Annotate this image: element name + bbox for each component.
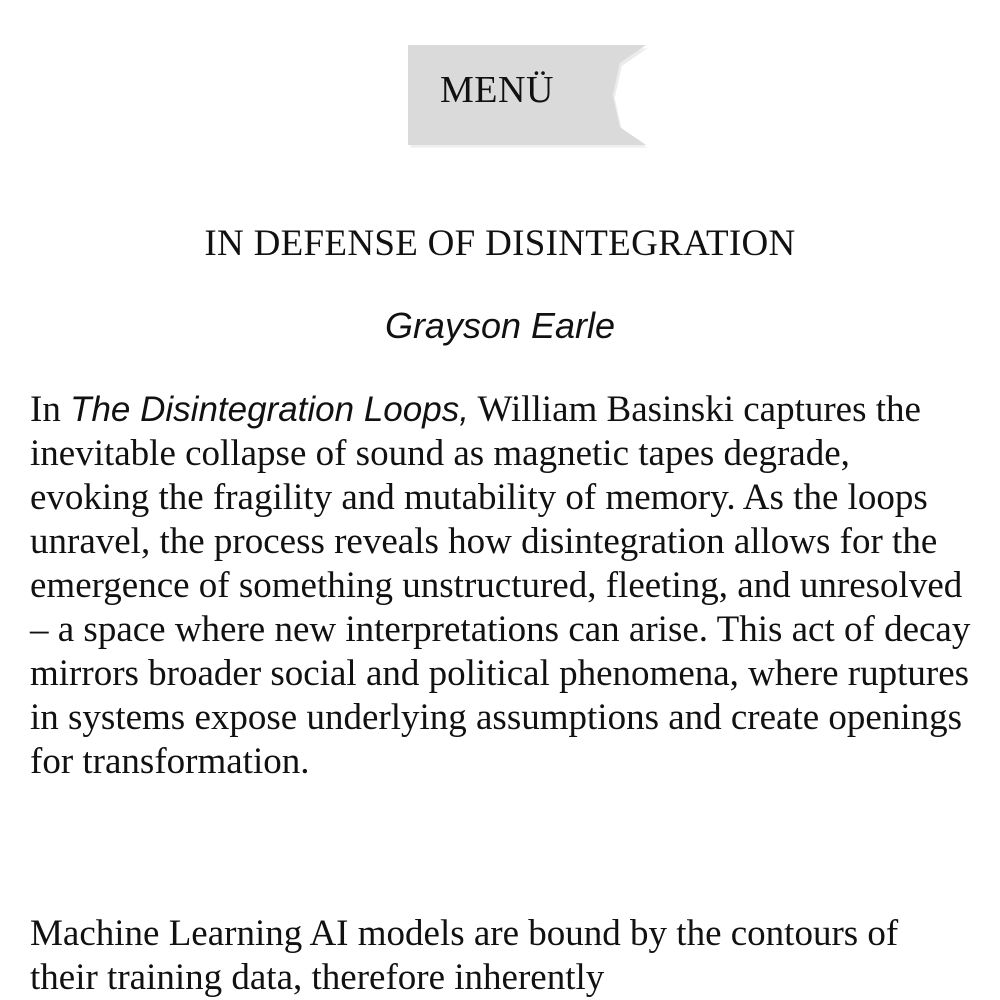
paragraph-body: William Basinski captures the inevitable collapse of sound as magnetic tapes degrade, evoking the fragility and mutability of memory. As the loops unravel, the process reveals how disintegration allows for the emergence of something unstructured, fleeting, and unresolved – a space where new interpretations can arise. This act of decay mirrors broader social and political phenomena, where ruptures in systems expose underlying assumptions and create openings for transformation. bbox=[30, 389, 971, 782]
menu-label: MENÜ bbox=[440, 69, 554, 111]
article-paragraph-2: Machine Learning AI models are bound by the contours of their training data, therefore inherently bbox=[30, 913, 899, 998]
article-author: Grayson Earle bbox=[384, 305, 616, 346]
work-title: The Disintegration Loops, bbox=[70, 390, 469, 429]
paragraph-prefix: In bbox=[30, 389, 71, 430]
article-paragraph-1 bbox=[30, 388, 975, 784]
article-title: IN DEFENSE OF DISINTEGRATION bbox=[204, 223, 796, 264]
menu-button[interactable] bbox=[408, 45, 646, 145]
